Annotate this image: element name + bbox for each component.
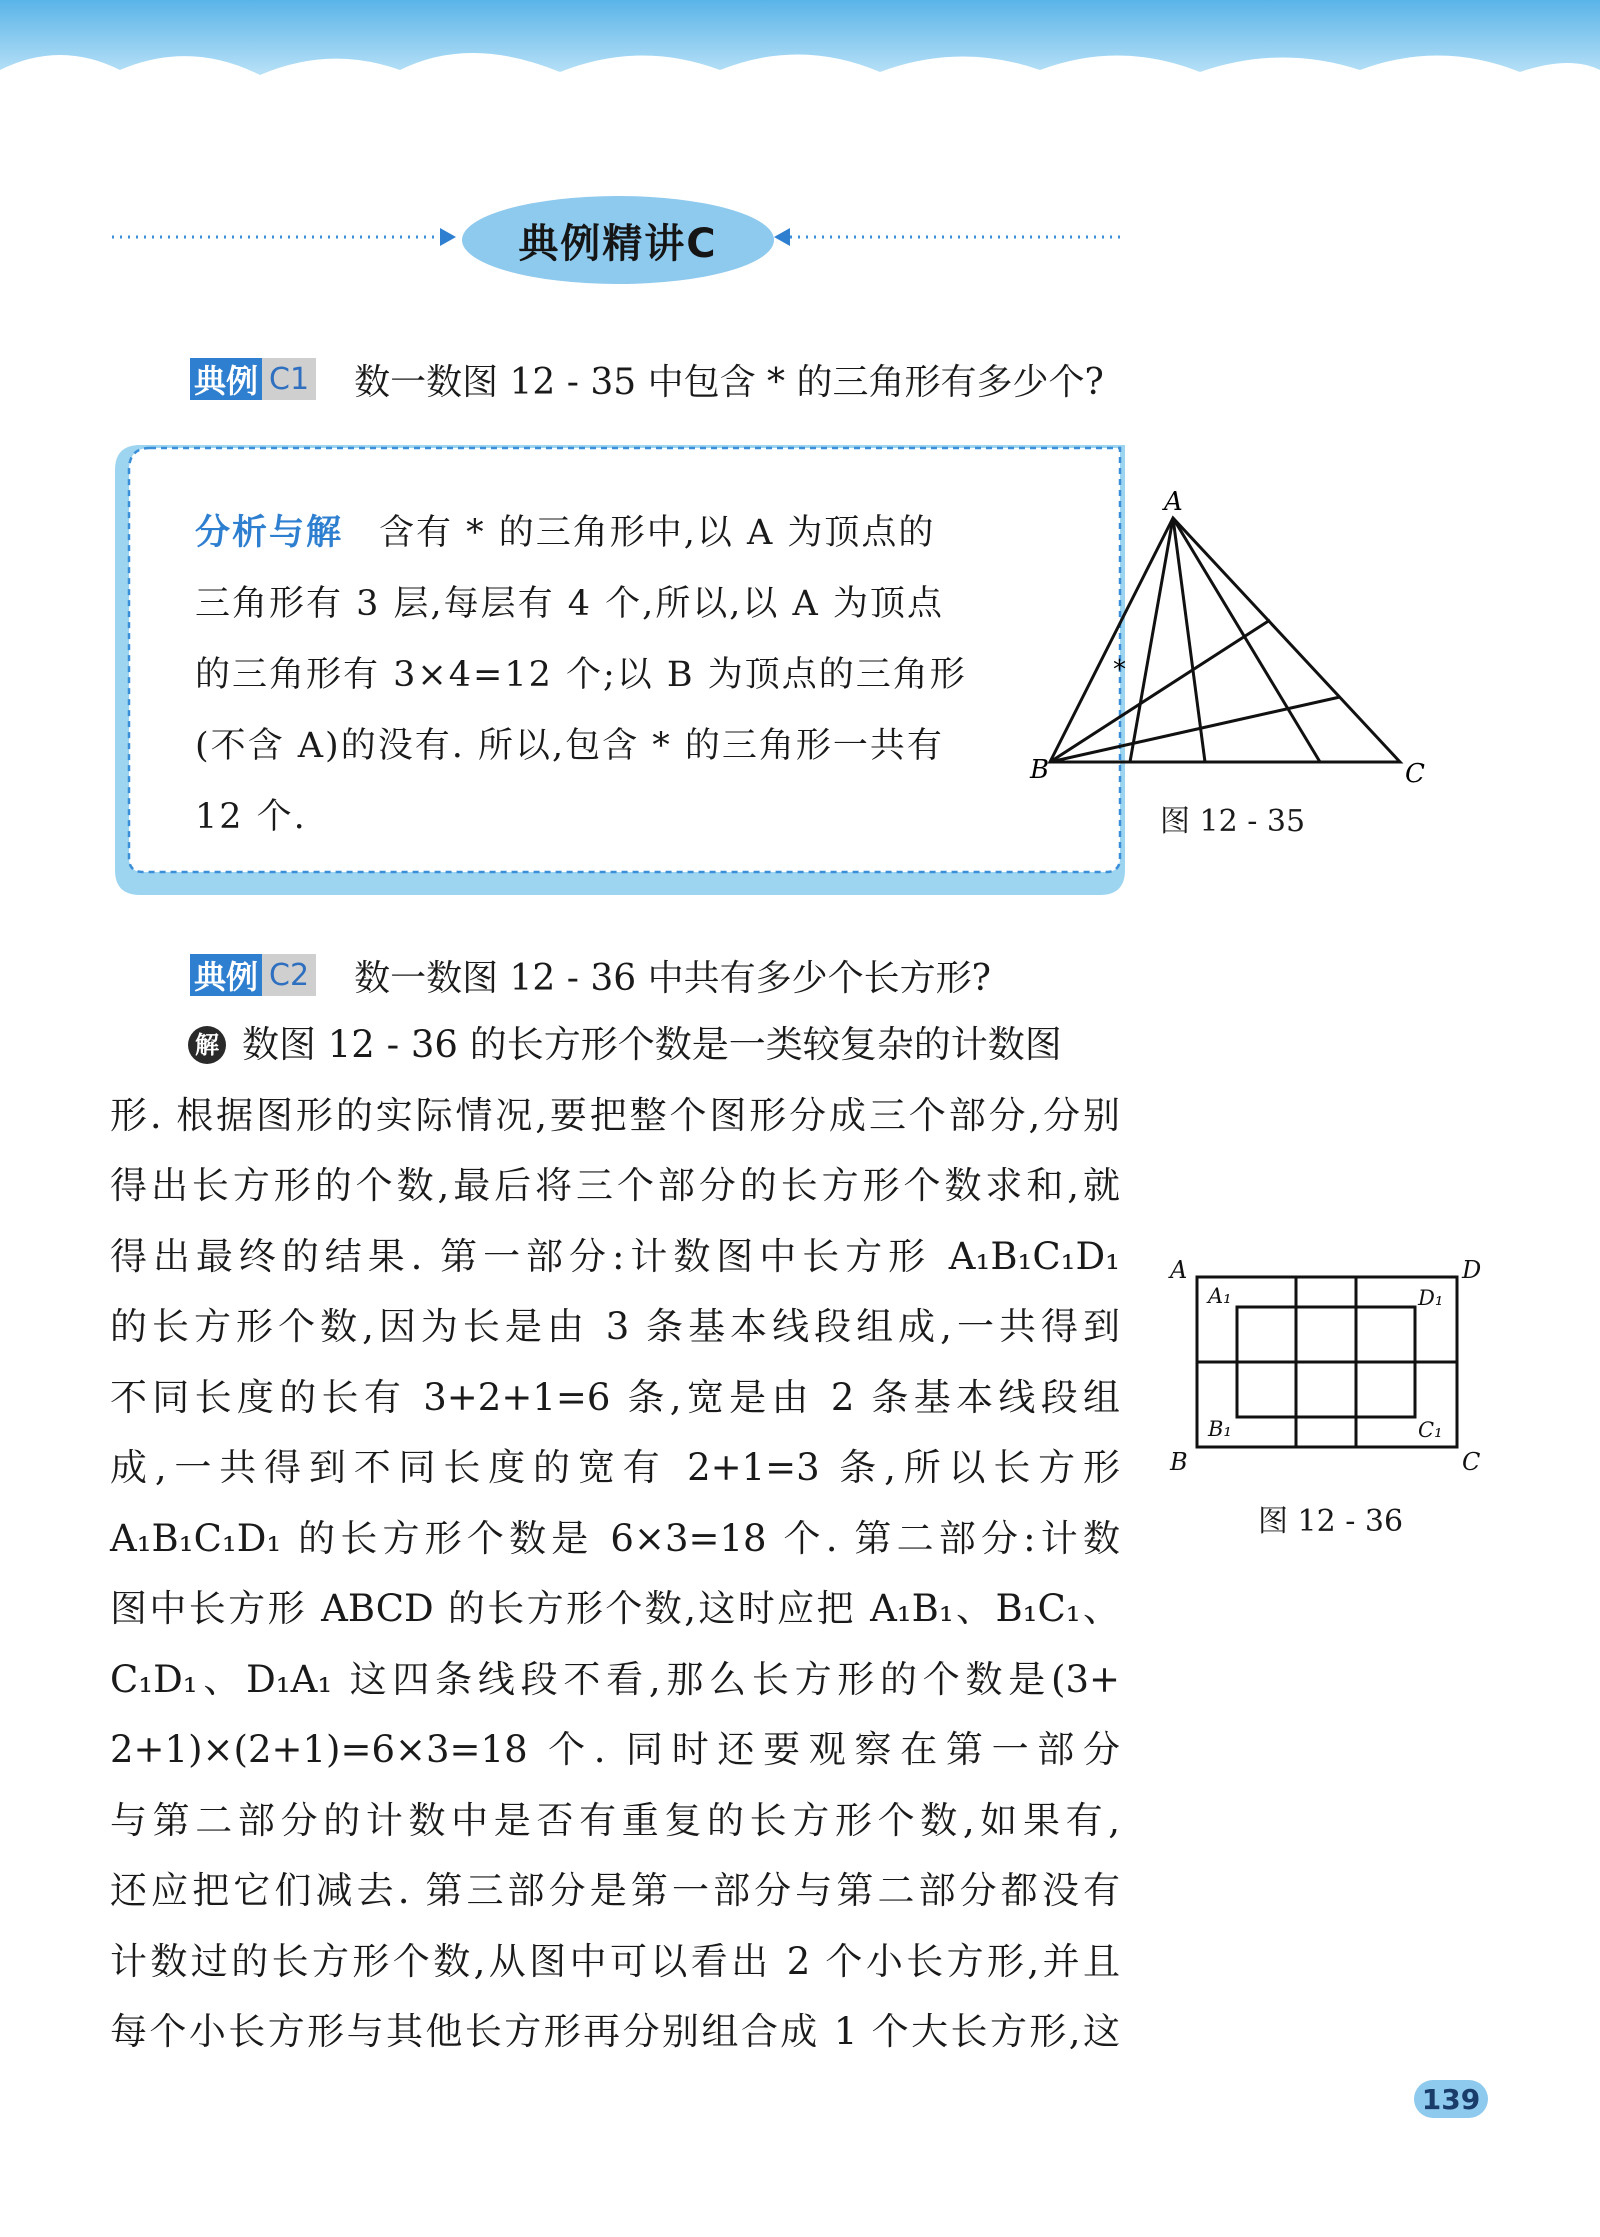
solution-line: 2+1)×(2+1)=6×3=18 个. 同时还要观察在第一部分 <box>110 1728 1120 1771</box>
cloud-banner-decoration <box>0 0 1600 150</box>
solution-line: C₁D₁、D₁A₁ 这四条线段不看,那么长方形的个数是(3+ <box>110 1657 1120 1701</box>
analysis-line: 的三角形有 3×4=12 个;以 B 为顶点的三角形 <box>195 655 967 695</box>
star-marker: * <box>1113 655 1126 685</box>
corner-label-c1: C₁ <box>1418 1418 1443 1442</box>
transversal-line <box>1050 620 1270 762</box>
solution-line: 形. 根据图形的实际情况,要把整个图形分成三个部分,分别 <box>110 1093 1120 1137</box>
analysis-line: 三角形有 3 层,每层有 4 个,所以,以 A 为顶点 <box>195 584 944 624</box>
example-c1-question: 数一数图 12 - 35 中包含 * 的三角形有多少个? <box>354 361 1104 403</box>
analysis-label: 分析与解 <box>195 513 344 553</box>
page-number: 139 <box>1414 2080 1488 2118</box>
corner-label-a1: A₁ <box>1208 1284 1232 1308</box>
corner-label-d: D <box>1462 1256 1482 1284</box>
analysis-line: (不含 A)的没有. 所以,包含 * 的三角形一共有 <box>195 726 944 766</box>
solution-line: 得出最终的结果. 第一部分:计数图中长方形 A₁B₁C₁D₁ <box>110 1234 1120 1278</box>
example-badge-code: C2 <box>262 954 316 996</box>
corner-label-c: C <box>1462 1448 1481 1476</box>
solution-line-text: 数图 12 - 36 的长方形个数是一类较复杂的计数图 <box>242 1023 1062 1066</box>
example-c1-badge <box>190 358 316 400</box>
example-c2-question: 数一数图 12 - 36 中共有多少个长方形? <box>354 957 991 999</box>
figure-12-35-caption: 图 12 - 35 <box>1160 804 1306 839</box>
figure-12-36-caption: 图 12 - 36 <box>1258 1504 1404 1539</box>
corner-label-b: B <box>1170 1448 1188 1476</box>
example-badge-code: C1 <box>262 358 316 400</box>
vertex-label-a: A <box>1164 487 1183 517</box>
solution-line: A₁B₁C₁D₁ 的长方形个数是 6×3=18 个. 第二部分:计数 <box>110 1516 1120 1560</box>
corner-label-b1: B₁ <box>1208 1417 1232 1441</box>
solution-line: 与第二部分的计数中是否有重复的长方形个数,如果有, <box>110 1798 1120 1842</box>
vertex-label-c: C <box>1405 759 1425 789</box>
solution-line: 每个小长方形与其他长方形再分别组合成 1 个大长方形,这 <box>110 2010 1120 2053</box>
analysis-line: 12 个. <box>195 797 307 837</box>
cevian-line <box>1173 518 1205 762</box>
solution-text-block <box>110 1010 1130 2068</box>
section-header-ornament <box>0 185 1600 295</box>
section-title: 典例精讲C <box>518 220 718 267</box>
example-badge-label: 典例 <box>190 358 262 400</box>
analysis-line-text: 含有 * 的三角形中,以 A 为顶点的 <box>379 513 936 553</box>
cevian-line <box>1130 518 1173 762</box>
solution-line: 还应把它们减去. 第三部分是第一部分与第二部分都没有 <box>110 1869 1120 1912</box>
transversal-line <box>1050 697 1340 762</box>
triangle-outline <box>1050 518 1400 762</box>
corner-label-d1: D₁ <box>1418 1286 1444 1310</box>
solution-line: 图中长方形 ABCD 的长方形个数,这时应把 A₁B₁、B₁C₁、 <box>110 1587 1120 1630</box>
figure-12-36-rectangles <box>1160 1250 1490 1480</box>
solution-line: 不同长度的长有 3+2+1=6 条,宽是由 2 条基本线段组 <box>110 1375 1120 1419</box>
solution-line: 得出长方形的个数,最后将三个部分的长方形个数求和,就 <box>110 1164 1120 1207</box>
example-badge-label: 典例 <box>190 954 262 996</box>
example-c1-question-line <box>190 354 1104 404</box>
solution-icon: 解 <box>188 1026 226 1064</box>
analysis-text-block <box>195 498 995 853</box>
solution-line: 的长方形个数,因为长是由 3 条基本线段组成,一共得到 <box>110 1305 1120 1348</box>
solution-line <box>110 1010 1130 1081</box>
cevian-line <box>1173 518 1320 762</box>
figure-12-35-triangle <box>1020 480 1440 800</box>
example-c2-badge <box>190 954 316 996</box>
example-c2-question-line <box>190 950 991 1000</box>
vertex-label-b: B <box>1030 755 1050 785</box>
solution-line: 成,一共得到不同长度的宽有 2+1=3 条,所以长方形 <box>110 1446 1120 1489</box>
corner-label-a: A <box>1170 1256 1188 1284</box>
analysis-line <box>195 498 995 569</box>
solution-line: 计数过的长方形个数,从图中可以看出 2 个小长方形,并且 <box>110 1939 1120 1983</box>
